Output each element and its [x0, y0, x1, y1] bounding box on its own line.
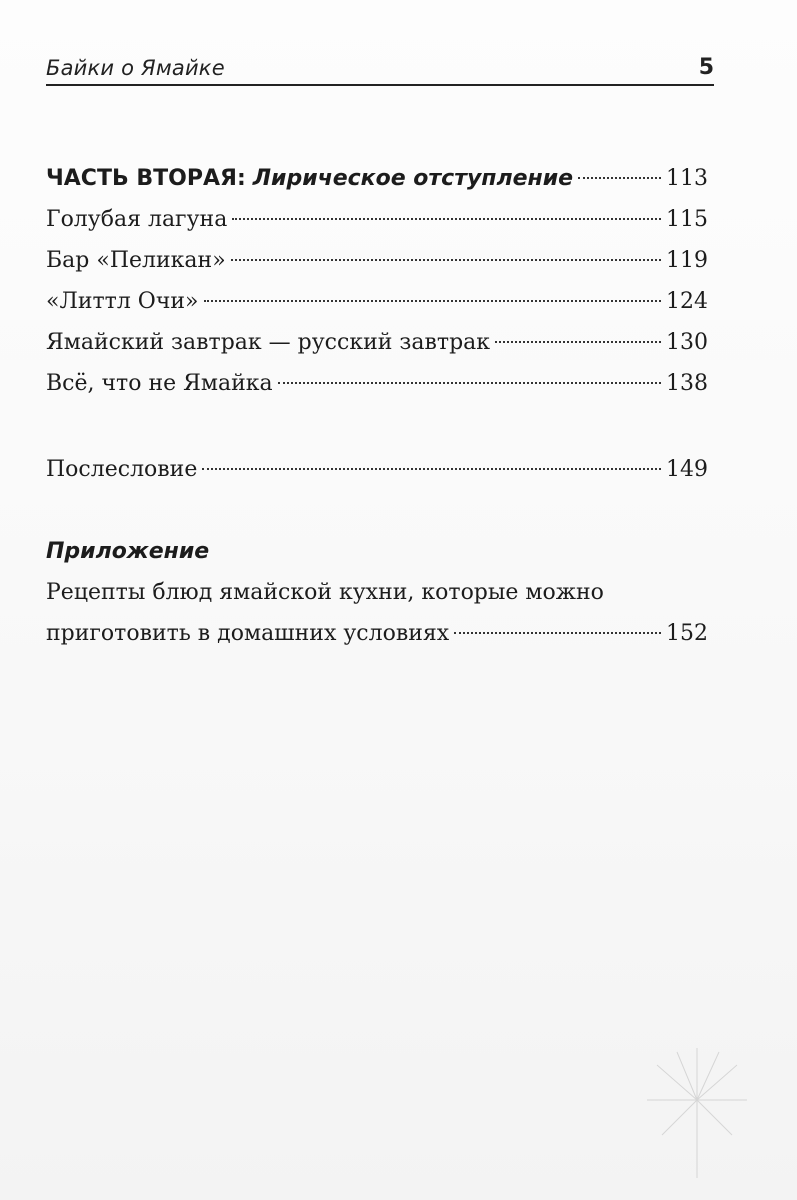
toc-entry-title: «Литтл Очи»	[46, 289, 199, 314]
dot-leader	[495, 341, 661, 343]
appendix-title-line: Рецепты блюд ямайской кухни, которые можно	[46, 580, 604, 605]
dot-leader	[202, 468, 661, 470]
running-head: Байки о Ямайке	[46, 56, 225, 80]
toc-entry-afterword	[46, 449, 708, 490]
toc-page-number: 152	[666, 621, 708, 646]
toc-entry-title: Послесловие	[46, 457, 198, 482]
toc-page-number: 149	[666, 457, 708, 482]
toc-entry	[46, 240, 708, 281]
toc-entry	[46, 199, 708, 240]
table-of-contents	[46, 158, 708, 654]
part-label: ЧАСТЬ ВТОРАЯ:	[46, 166, 246, 191]
dot-leader	[278, 382, 661, 384]
toc-page-number: 124	[666, 289, 708, 314]
toc-page-number: 138	[666, 371, 708, 396]
toc-page-number: 115	[666, 207, 708, 232]
toc-entry-part-two	[46, 158, 708, 199]
toc-entry-title: приготовить в домашних условиях	[46, 621, 450, 646]
toc-page-number: 113	[666, 166, 708, 191]
toc-entry	[46, 281, 708, 322]
dot-leader	[232, 218, 661, 220]
toc-page-number: 119	[666, 248, 708, 273]
toc-entry-title: Всё, что не Ямайка	[46, 371, 273, 396]
toc-entry	[46, 363, 708, 404]
toc-entry-title: Ямайский завтрак — русский завтрак	[46, 330, 491, 355]
toc-entry-title: Голубая лагуна	[46, 207, 228, 232]
toc-page-number: 130	[666, 330, 708, 355]
spacer	[46, 404, 708, 449]
dot-leader	[204, 300, 662, 302]
page-header	[46, 50, 714, 86]
toc-entry-title: Бар «Пеликан»	[46, 248, 226, 273]
toc-part-heading	[46, 158, 573, 199]
toc-entry-appendix	[46, 613, 708, 654]
dandelion-illustration	[637, 1040, 757, 1180]
dot-leader	[454, 632, 661, 634]
spacer	[46, 490, 708, 531]
page-number: 5	[698, 55, 714, 80]
dot-leader	[231, 259, 661, 261]
appendix-heading: Приложение	[46, 539, 210, 564]
toc-entry	[46, 322, 708, 363]
dot-leader	[578, 177, 661, 179]
part-title: Лирическое отступление	[252, 166, 574, 191]
